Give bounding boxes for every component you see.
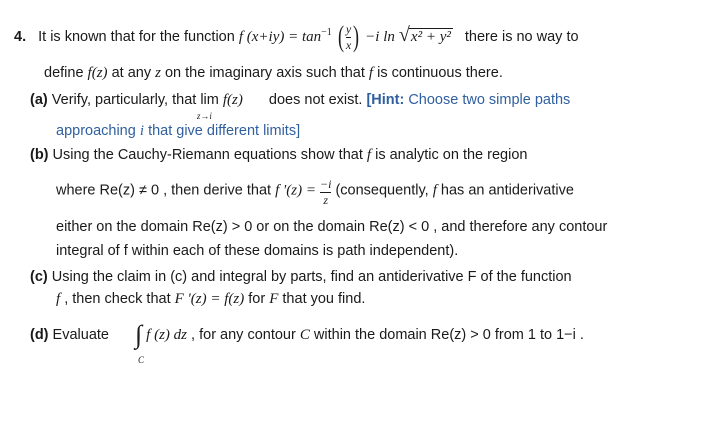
square-root [398, 23, 453, 46]
text-define: define [44, 65, 84, 81]
part-d-line [30, 320, 584, 365]
fraction-denominator: z [323, 193, 329, 207]
hint-end: that give different limits] [148, 123, 301, 139]
limit-subscript: z→i [196, 111, 212, 121]
fraction-y-over-x [346, 23, 351, 52]
part-b-text: Using the Cauchy-Riemann equations show that [52, 147, 363, 163]
problem-number: 4. [14, 28, 27, 45]
integral-subscript: C [138, 355, 145, 365]
fraction-minus-i-over-z [320, 178, 331, 207]
part-b-line-2 [56, 176, 574, 205]
integrand: f (z) dz [146, 327, 188, 343]
part-c-line-1 [30, 268, 572, 286]
part-a-line-1 [30, 91, 571, 121]
part-c-end: that you find. [282, 291, 366, 307]
math-z: z [155, 65, 161, 81]
hint-label: [Hint: [366, 92, 405, 108]
math-C: C [299, 327, 310, 343]
integral-sign: ∫ [135, 320, 143, 349]
hint-approaching: approaching [56, 123, 136, 139]
text-at-any: at any [111, 65, 152, 81]
part-d-label: (d) [30, 327, 49, 343]
math-i: i [139, 123, 145, 139]
text-imag-axis: on the imaginary axis such that [164, 65, 365, 81]
limit-expression [196, 92, 243, 121]
derivative-equation: F '(z) = f(z) [174, 291, 245, 307]
part-a-text: Verify, particularly, that lim [51, 92, 219, 108]
part-c-label: (c) [30, 269, 48, 285]
part-d-contour-text: , for any contour [191, 327, 296, 343]
derivative-expression: f '(z) = [275, 182, 316, 199]
part-b-text-end: is analytic on the region [375, 147, 528, 163]
fraction-denominator: x [345, 37, 352, 52]
part-c-line-2 [56, 290, 365, 308]
math-F: F [269, 291, 279, 307]
contour-integral [135, 320, 145, 365]
part-b-line-3: either on the domain Re(z) > 0 or on the domain Re(z) < 0 , and therefore any contour [56, 219, 608, 235]
radical-sign: √ [398, 23, 410, 46]
part-b-consequently: (consequently, [335, 182, 429, 199]
part-b-antiderivative: has an antiderivative [440, 182, 574, 199]
part-b-line-4: integral of f within each of these domains is path independent). [56, 243, 459, 259]
part-d-evaluate: Evaluate [52, 327, 109, 343]
limit-function: f(z) [222, 92, 243, 108]
problem-line-2 [44, 64, 503, 82]
part-c-for: for [248, 291, 266, 307]
math-fz: f(z) [87, 65, 108, 81]
problem-intro-line [14, 22, 579, 52]
part-b-line-1 [30, 146, 527, 164]
inverse-superscript: −1 [321, 26, 332, 38]
intro-text-end: there is no way to [464, 28, 579, 45]
part-b-label: (b) [30, 147, 49, 163]
part-d-domain-text: within the domain Re(z) > 0 from 1 to 1−i . [313, 327, 584, 343]
left-paren: ( [337, 20, 344, 53]
math-f: f [56, 291, 61, 307]
hint-text: Choose two simple paths [408, 92, 571, 108]
fraction-numerator: y [345, 21, 352, 36]
part-a-line-2 [56, 122, 300, 140]
part-a-not-exist: does not exist. [268, 92, 363, 108]
part-c-check: , then check that [64, 291, 171, 307]
intro-text: It is known that for the function [38, 28, 235, 45]
part-a-label: (a) [30, 92, 48, 108]
function-lhs: f (x+iy) = tan [238, 28, 322, 45]
right-paren: ) [353, 20, 360, 53]
math-f: f [432, 182, 437, 199]
text-continuous: is continuous there. [377, 65, 503, 81]
part-b-where: where Re(z) ≠ 0 , then derive that [56, 182, 272, 199]
part-c-text: Using the claim in (c) and integral by parts, find an antiderivative F of the function [51, 269, 572, 285]
math-f: f [366, 147, 372, 163]
radicand: x² + y² [410, 28, 451, 45]
math-f: f [368, 65, 374, 81]
function-tail: −i ln [365, 28, 395, 45]
fraction-numerator: −i [319, 177, 332, 191]
